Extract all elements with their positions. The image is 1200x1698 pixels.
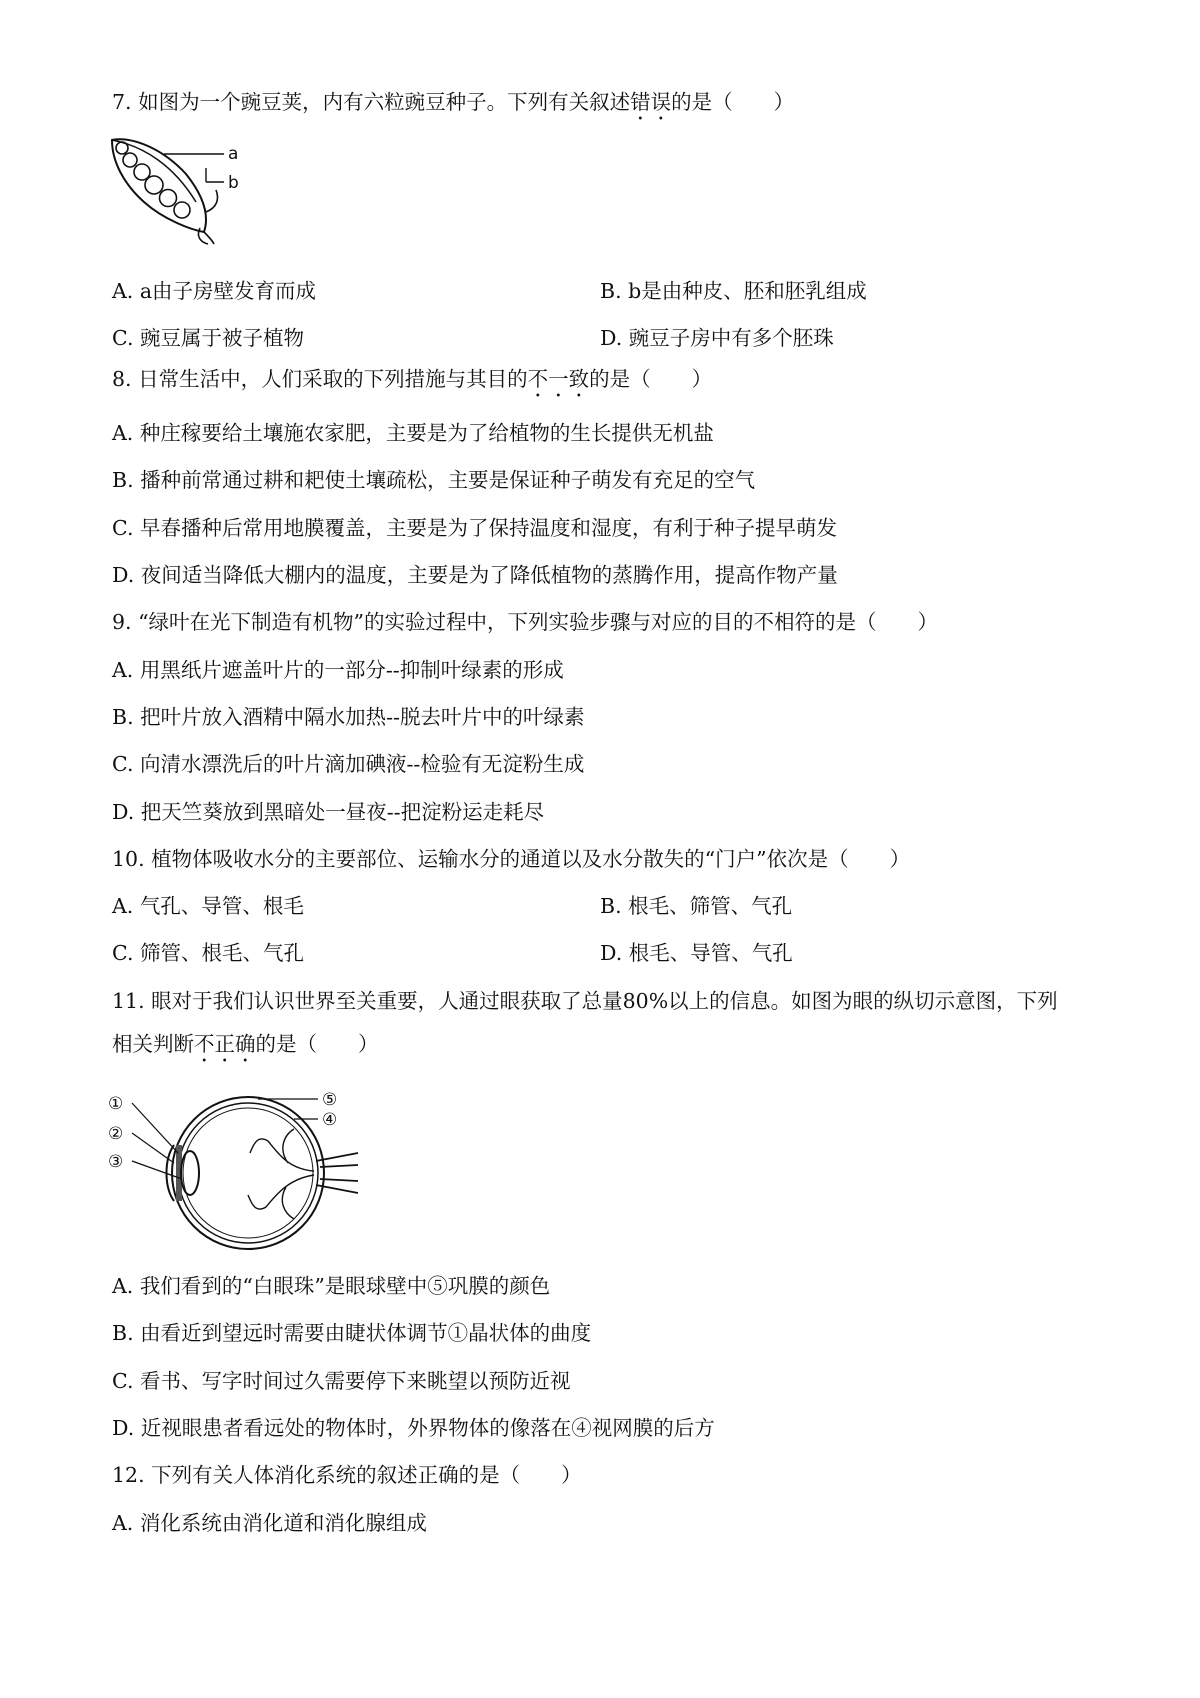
question-11-option-c: C. 看书、写字时间过久需要停下来眺望以预防近视 [112,1369,571,1393]
question-10-option-d: D. 根毛、导管、气孔 [600,941,793,965]
eye-label-3: ③ [108,1152,124,1172]
question-9-option-d: D. 把天竺葵放到黑暗处一昼夜--把淀粉运走耗尽 [112,800,545,824]
question-7-option-a: A. a由子房壁发育而成 [112,279,317,303]
question-11-stem-line-2: 相关判断不正确的是（ ） [112,1032,379,1056]
question-10-option-a: A. 气孔、导管、根毛 [112,894,304,918]
question-8-option-d: D. 夜间适当降低大棚内的温度，主要是为了降低植物的蒸腾作用，提高作物产量 [112,563,838,587]
pea-pod-figure [104,132,244,246]
question-10-option-b: B. 根毛、筛管、气孔 [600,894,793,918]
question-9-option-c: C. 向清水漂洗后的叶片滴加碘液--检验有无淀粉生成 [112,752,585,776]
eye-label-1: ① [108,1094,124,1114]
question-11-option-a: A. 我们看到的“白眼珠”是眼球壁中⑤巩膜的颜色 [112,1274,551,1298]
question-8-option-b: B. 播种前常通过耕和耙使土壤疏松，主要是保证种子萌发有充足的空气 [112,468,756,492]
question-7-option-b: B. b是由种皮、胚和胚乳组成 [600,279,867,303]
question-10-option-c: C. 筛管、根毛、气孔 [112,941,304,965]
question-8-option-a: A. 种庄稼要给土壤施农家肥，主要是为了给植物的生长提供无机盐 [112,421,714,445]
question-8-option-c: C. 早春播种后常用地膜覆盖，主要是为了保持温度和湿度，有利于种子提早萌发 [112,516,837,540]
pod-label-a: a [228,144,239,164]
question-8-stem: 8. 日常生活中，人们采取的下列措施与其目的不一致的是（ ） [112,367,713,391]
question-7-option-d: D. 豌豆子房中有多个胚珠 [600,326,834,350]
question-7-stem: 7. 如图为一个豌豆荚，内有六粒豌豆种子。下列有关叙述错误的是（ ） [112,90,795,114]
question-11-option-b: B. 由看近到望远时需要由睫状体调节①晶状体的曲度 [112,1321,592,1345]
question-9-stem: 9. “绿叶在光下制造有机物”的实验过程中，下列实验步骤与对应的目的不相符的是（ ） [112,610,939,634]
eye-label-5: ⑤ [322,1090,338,1110]
question-11-option-d: D. 近视眼患者看远处的物体时，外界物体的像落在④视网膜的后方 [112,1416,715,1440]
question-7-option-c: C. 豌豆属于被子植物 [112,326,304,350]
question-10-stem: 10. 植物体吸收水分的主要部位、运输水分的通道以及水分散失的“门户”依次是（ ） [112,847,911,871]
eye-label-2: ② [108,1124,124,1144]
question-11-stem-line-1: 11. 眼对于我们认识世界至关重要，人通过眼获取了总量80%以上的信息。如图为眼的纵切示意图，下列 [112,989,1058,1013]
question-12-option-a: A. 消化系统由消化道和消化腺组成 [112,1511,427,1535]
eye-section-figure [108,1083,368,1253]
question-9-option-a: A. 用黑纸片遮盖叶片的一部分--抑制叶绿素的形成 [112,658,564,682]
question-9-option-b: B. 把叶片放入酒精中隔水加热--脱去叶片中的叶绿素 [112,705,585,729]
question-12-stem: 12. 下列有关人体消化系统的叙述正确的是（ ） [112,1463,582,1487]
eye-label-4: ④ [322,1110,338,1130]
pod-label-b: b [228,173,239,193]
